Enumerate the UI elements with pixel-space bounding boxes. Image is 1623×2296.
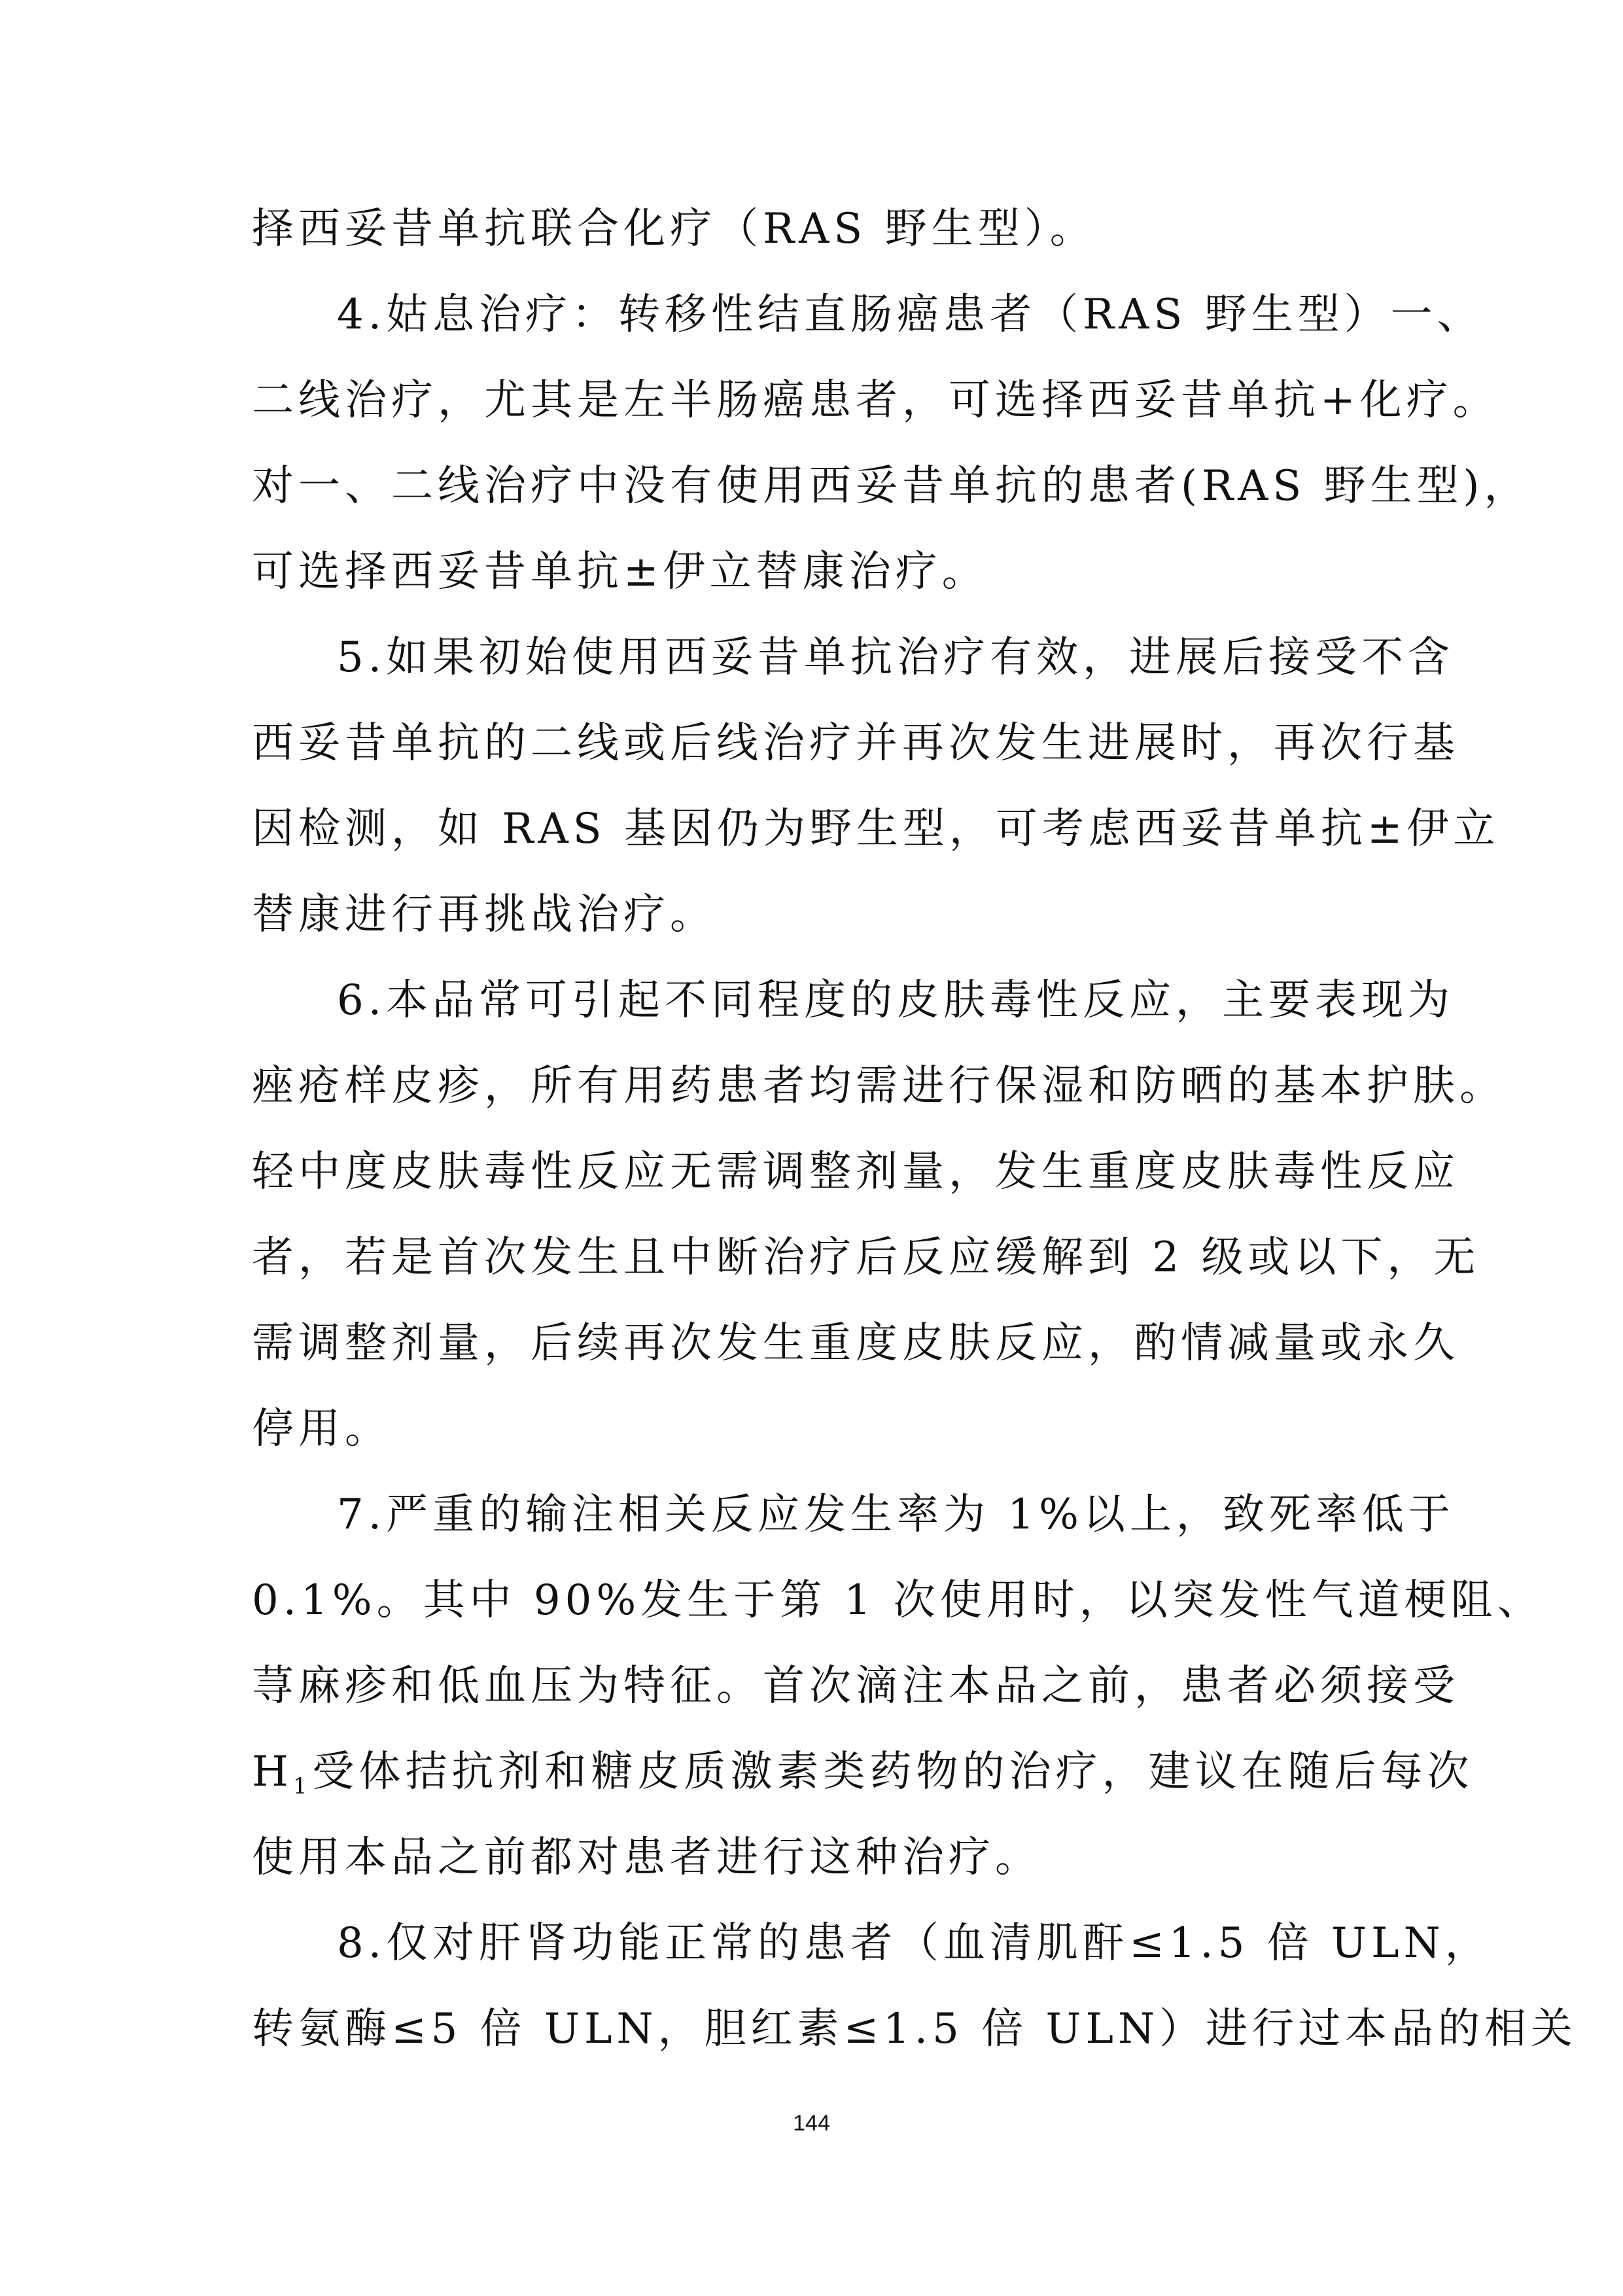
text-line: 西妥昔单抗的二线或后线治疗并再次发生进展时，再次行基 <box>252 719 1459 768</box>
text-line: 荨麻疹和低血压为特征。首次滴注本品之前，患者必须接受 <box>252 1662 1459 1710</box>
text-line: 择西妥昔单抗联合化疗（RAS 野生型）。 <box>252 205 1096 253</box>
text-line: 停用。 <box>252 1405 391 1453</box>
text-line: 替康进行再挑战治疗。 <box>252 891 716 939</box>
text-line: 痤疮样皮疹，所有用药患者均需进行保湿和防晒的基本护肤。 <box>252 1062 1506 1110</box>
h1-subscript: 1 <box>292 1773 307 1799</box>
paragraph-6-line: 6.本品常可引起不同程度的皮肤毒性反应，主要表现为 <box>337 976 1455 1025</box>
h1-letter: H <box>252 1748 293 1796</box>
text-line: 使用本品之前都对患者进行这种治疗。 <box>252 1833 1041 1882</box>
text-line: 0.1%。其中 90%发生于第 1 次使用时，以突发性气道梗阻、 <box>252 1576 1544 1625</box>
text-line: 因检测，如 RAS 基因仍为野生型，可考虑西妥昔单抗±伊立 <box>252 805 1500 853</box>
text-line: 需调整剂量，后续再次发生重度皮肤反应，酌情减量或永久 <box>252 1319 1459 1368</box>
text-line: 二线治疗，尤其是左半肠癌患者，可选择西妥昔单抗+化疗。 <box>252 376 1499 425</box>
text-line: 轻中度皮肤毒性反应无需调整剂量，发生重度皮肤毒性反应 <box>252 1148 1459 1196</box>
paragraph-5-line: 5.如果初始使用西妥昔单抗治疗有效，进展后接受不含 <box>337 633 1455 682</box>
h1-receptor-line <box>252 1742 1473 1801</box>
paragraph-8-line: 8.仅对肝肾功能正常的患者（血清肌酐≤1.5 倍 ULN， <box>337 1919 1492 1968</box>
paragraph-7-line: 7.严重的输注相关反应发生率为 1%以上，致死率低于 <box>337 1491 1455 1539</box>
h1-line-text: 受体拮抗剂和糖皮质激素类药物的治疗，建议在随后每次 <box>312 1748 1474 1796</box>
text-line: 可选择西妥昔单抗±伊立替康治疗。 <box>252 548 988 596</box>
paragraph-4-line: 4.姑息治疗：转移性结直肠癌患者（RAS 野生型）一、 <box>337 291 1484 339</box>
page-number: 144 <box>793 2111 830 2136</box>
text-line: 者，若是首次发生且中断治疗后反应缓解到 2 级或以下，无 <box>252 1233 1480 1282</box>
text-line: 对一、二线治疗中没有使用西妥昔单抗的患者(RAS 野生型)， <box>252 462 1531 510</box>
text-line: 转氨酶≤5 倍 ULN，胆红素≤1.5 倍 ULN）进行过本品的相关 <box>252 2005 1577 2053</box>
